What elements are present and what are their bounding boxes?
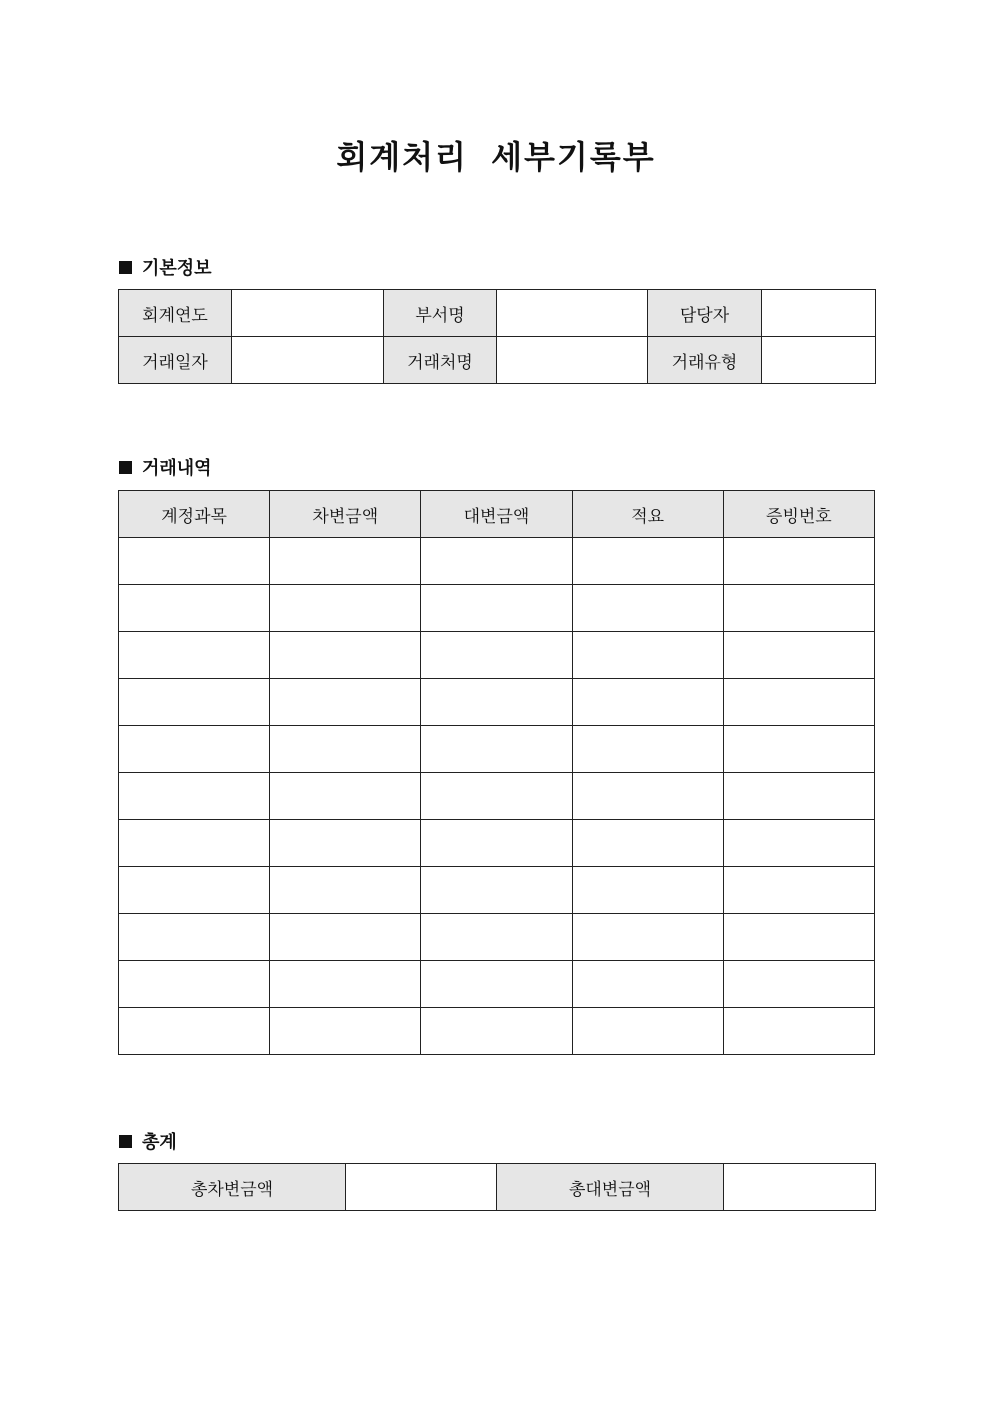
table-cell[interactable] — [723, 961, 874, 1008]
table-cell[interactable] — [421, 867, 572, 914]
table-cell[interactable] — [270, 538, 421, 585]
table-cell[interactable] — [421, 914, 572, 961]
field-label: 부서명 — [384, 290, 497, 337]
table-cell[interactable] — [421, 820, 572, 867]
field-label: 거래일자 — [119, 337, 232, 384]
totals-row — [119, 1164, 876, 1211]
field-value[interactable] — [232, 290, 384, 337]
field-label: 거래처명 — [384, 337, 497, 384]
table-row — [119, 820, 875, 867]
table-row — [119, 961, 875, 1008]
table-cell[interactable] — [723, 632, 874, 679]
table-cell[interactable] — [119, 914, 270, 961]
field-label: 회계연도 — [119, 290, 232, 337]
table-cell[interactable] — [270, 632, 421, 679]
table-cell[interactable] — [421, 585, 572, 632]
table-row — [119, 585, 875, 632]
totals-heading — [119, 1128, 177, 1154]
table-cell[interactable] — [421, 538, 572, 585]
table-cell[interactable] — [723, 820, 874, 867]
table-cell[interactable] — [572, 538, 723, 585]
table-cell[interactable] — [119, 679, 270, 726]
table-cell[interactable] — [572, 773, 723, 820]
table-cell[interactable] — [572, 867, 723, 914]
column-header: 증빙번호 — [723, 491, 874, 538]
table-cell[interactable] — [572, 914, 723, 961]
total-label: 총대변금액 — [497, 1164, 724, 1211]
table-row — [119, 914, 875, 961]
table-cell[interactable] — [270, 726, 421, 773]
table-cell[interactable] — [270, 1008, 421, 1055]
table-row — [119, 1008, 875, 1055]
transactions-heading-label: 거래내역 — [142, 458, 212, 479]
table-row — [119, 867, 875, 914]
table-row — [119, 679, 875, 726]
table-cell[interactable] — [421, 679, 572, 726]
basic-info-heading-label: 기본정보 — [142, 258, 212, 279]
table-cell[interactable] — [723, 679, 874, 726]
square-bullet-icon — [119, 1135, 132, 1148]
table-cell[interactable] — [270, 679, 421, 726]
column-header: 차변금액 — [270, 491, 421, 538]
table-cell[interactable] — [421, 632, 572, 679]
table-cell[interactable] — [119, 726, 270, 773]
table-cell[interactable] — [723, 585, 874, 632]
field-value[interactable] — [497, 290, 648, 337]
table-cell[interactable] — [119, 867, 270, 914]
totals-heading-label: 총계 — [142, 1132, 177, 1153]
total-label: 총차변금액 — [119, 1164, 346, 1211]
square-bullet-icon — [119, 461, 132, 474]
column-header: 대변금액 — [421, 491, 572, 538]
field-label: 담당자 — [648, 290, 762, 337]
field-value[interactable] — [232, 337, 384, 384]
table-cell[interactable] — [572, 961, 723, 1008]
table-cell[interactable] — [119, 585, 270, 632]
table-cell[interactable] — [572, 679, 723, 726]
table-cell[interactable] — [119, 961, 270, 1008]
table-cell[interactable] — [723, 773, 874, 820]
table-cell[interactable] — [270, 820, 421, 867]
table-cell[interactable] — [119, 1008, 270, 1055]
total-value[interactable] — [724, 1164, 876, 1211]
basic-info-row — [119, 337, 876, 384]
table-cell[interactable] — [270, 914, 421, 961]
column-header: 계정과목 — [119, 491, 270, 538]
totals-table — [118, 1163, 876, 1211]
table-cell[interactable] — [723, 914, 874, 961]
table-cell[interactable] — [723, 1008, 874, 1055]
table-cell[interactable] — [572, 726, 723, 773]
table-cell[interactable] — [572, 1008, 723, 1055]
page-title: 회계처리 세부기록부 — [336, 138, 656, 176]
table-row — [119, 726, 875, 773]
transactions-header-row — [119, 491, 875, 538]
table-row — [119, 773, 875, 820]
table-row — [119, 538, 875, 585]
basic-info-heading — [119, 254, 212, 280]
table-cell[interactable] — [421, 726, 572, 773]
total-value[interactable] — [346, 1164, 497, 1211]
table-cell[interactable] — [723, 867, 874, 914]
field-label: 거래유형 — [648, 337, 762, 384]
table-cell[interactable] — [572, 585, 723, 632]
table-cell[interactable] — [421, 773, 572, 820]
table-row — [119, 632, 875, 679]
table-cell[interactable] — [421, 1008, 572, 1055]
square-bullet-icon — [119, 261, 132, 274]
transactions-heading — [119, 454, 212, 480]
table-cell[interactable] — [421, 961, 572, 1008]
field-value[interactable] — [762, 337, 876, 384]
basic-info-table — [118, 289, 876, 384]
table-cell[interactable] — [572, 632, 723, 679]
table-cell[interactable] — [119, 773, 270, 820]
table-cell[interactable] — [270, 961, 421, 1008]
field-value[interactable] — [762, 290, 876, 337]
table-cell[interactable] — [119, 538, 270, 585]
table-cell[interactable] — [119, 632, 270, 679]
transactions-table — [118, 490, 875, 1055]
column-header: 적요 — [572, 491, 723, 538]
field-value[interactable] — [497, 337, 648, 384]
table-cell[interactable] — [270, 773, 421, 820]
table-cell[interactable] — [119, 820, 270, 867]
table-cell[interactable] — [723, 538, 874, 585]
table-cell[interactable] — [270, 867, 421, 914]
table-cell[interactable] — [723, 726, 874, 773]
table-cell[interactable] — [572, 820, 723, 867]
table-cell[interactable] — [270, 585, 421, 632]
basic-info-row — [119, 290, 876, 337]
